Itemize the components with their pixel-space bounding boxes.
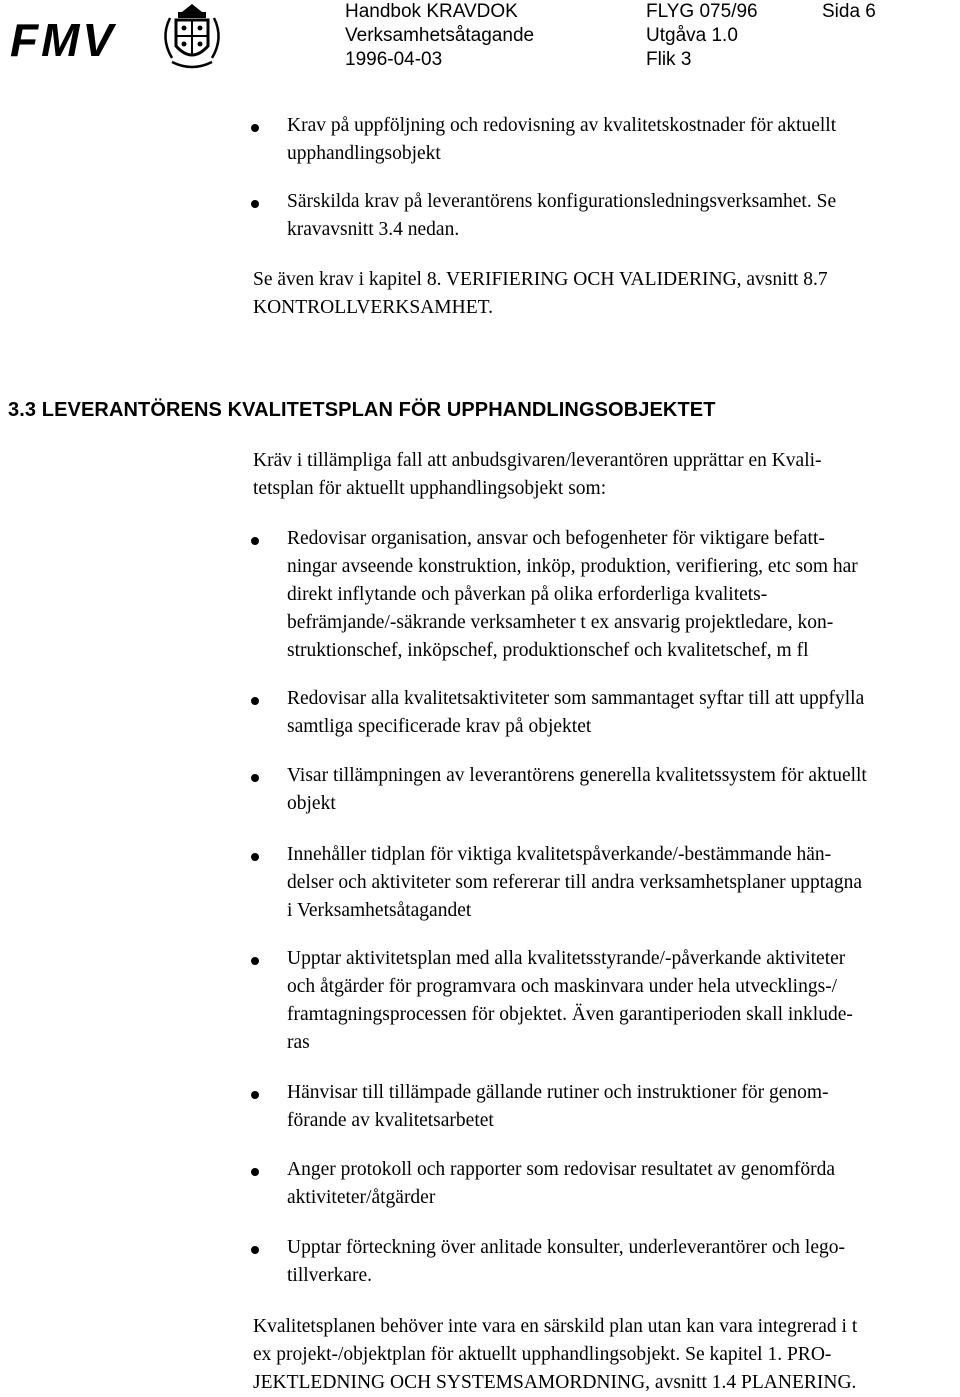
coat-of-arms-icon: [165, 4, 218, 67]
fmv-logo: [10, 2, 242, 74]
bullet-icon: [251, 697, 259, 705]
bullet-icon: [251, 774, 259, 782]
handbook-title: Handbok KRAVDOK: [345, 1, 518, 22]
bullet-icon: [251, 1091, 259, 1099]
section-heading: 3.3 LEVERANTÖRENS KVALITETSPLAN FÖR UPPHANDLINGSOBJEKTET: [8, 399, 716, 421]
page-number: Sida 6: [822, 1, 876, 22]
edition-label: Utgåva 1.0: [646, 25, 738, 46]
list-item: Krav på uppföljning och redovisning av kvalitetskostnader för aktuellt upphandlingsobjekt: [287, 115, 837, 164]
list-item: Upptar aktivitetsplan med alla kvalitetsstyrande/-påverkande aktiviteter och åtgärder för programvara och maskinvara under hela utvecklings-/ framtagningsprocessen för objektet. Även garantiperioden skall inklude- ras: [287, 948, 853, 1053]
bullet-icon: [251, 200, 259, 208]
section-lead-paragraph: Kräv i tillämpliga fall att anbudsgivaren/leverantören upprättar en Kvali- tetsplan för aktuellt upphandlingsobjekt som:: [253, 450, 822, 499]
list-item: Innehåller tidplan för viktiga kvalitetspåverkande/-bestämmande hän- delser och aktiviteter som refererar till andra verksamhetsplaner upptagna i Verksamhetsåtagandet: [287, 844, 863, 921]
list-item: Upptar förteckning över anlitade konsulter, underleverantörer och lego- tillverkare.: [287, 1237, 845, 1286]
bullet-icon: [251, 957, 259, 965]
cross-reference-note: Se även krav i kapitel 8. VERIFIERING OCH VALIDERING, avsnitt 8.7 KONTROLLVERKSAMHET.: [253, 269, 828, 318]
bullet-icon: [251, 853, 259, 861]
list-item: Visar tillämpningen av leverantörens generella kvalitetssystem för aktuellt objekt: [287, 765, 867, 814]
list-item: Redovisar organisation, ansvar och befogenheter för viktigare befatt- ningar avseende konstruktion, inköp, produktion, verifiering, etc som har direkt inflytande och påverkan på olika erforderliga kvalitets- befrämjande/-säkrande verksamheter t ex ansvarig projektledare, kon- struktionschef, inköpschef, produktionschef och kvalitetschef, m fl: [287, 528, 858, 661]
document-date: 1996-04-03: [345, 49, 443, 70]
bullet-icon: [251, 124, 259, 132]
list-item: Hänvisar till tillämpade gällande rutiner och instruktioner för genom- förande av kvalitetsarbetet: [287, 1082, 829, 1131]
list-item: Anger protokoll och rapporter som redovisar resultatet av genomförda aktiviteter/åtgärder: [287, 1159, 835, 1208]
bullet-icon: [251, 537, 259, 545]
tab-label: Flik 3: [646, 49, 692, 70]
document-id: FLYG 075/96: [646, 1, 758, 22]
section-subtitle: Verksamhetsåtagande: [345, 25, 535, 46]
bullet-icon: [251, 1246, 259, 1254]
bullet-icon: [251, 1168, 259, 1176]
logo-wordmark: FMV: [10, 14, 117, 66]
list-item: Redovisar alla kvalitetsaktiviteter som sammantaget syftar till att uppfylla samtliga specificerade krav på objektet: [287, 688, 865, 737]
list-item: Särskilda krav på leverantörens konfigurationsledningsverksamhet. Se kravavsnitt 3.4 nedan.: [287, 191, 837, 240]
closing-paragraph: Kvalitetsplanen behöver inte vara en särskild plan utan kan vara integrerad i t ex projekt-/objektplan för aktuellt upphandlingsobjekt. Se kapitel 1. PRO- JEKTLEDNING OCH SYSTEMSAMORDNING, avsnitt 1.4 PLANERING.: [253, 1316, 858, 1393]
